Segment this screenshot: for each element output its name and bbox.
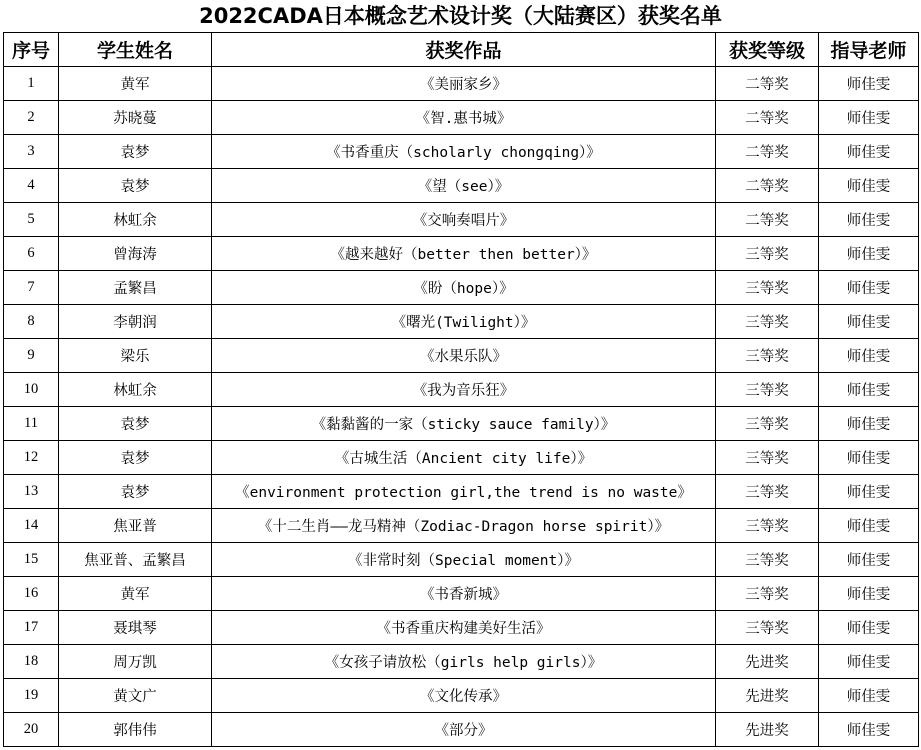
cell-student-name: 聂琪琴 [59, 611, 212, 645]
cell-teacher: 师佳雯 [819, 373, 919, 407]
cell-index: 14 [4, 509, 59, 543]
cell-award-level: 三等奖 [716, 543, 819, 577]
cell-student-name: 焦亚普、孟繁昌 [59, 543, 212, 577]
cell-award-level: 先进奖 [716, 713, 819, 747]
header-award-level: 获奖等级 [716, 33, 819, 67]
cell-award-level: 三等奖 [716, 407, 819, 441]
cell-student-name: 林虹余 [59, 373, 212, 407]
cell-award-work: 《盼（hope）》 [212, 271, 716, 305]
cell-award-work: 《曙光(Twilight）》 [212, 305, 716, 339]
cell-teacher: 师佳雯 [819, 679, 919, 713]
header-index: 序号 [4, 33, 59, 67]
cell-teacher: 师佳雯 [819, 169, 919, 203]
cell-award-level: 先进奖 [716, 645, 819, 679]
cell-teacher: 师佳雯 [819, 135, 919, 169]
cell-award-level: 二等奖 [716, 135, 819, 169]
table-row [4, 645, 919, 679]
cell-teacher: 师佳雯 [819, 203, 919, 237]
cell-index: 5 [4, 203, 59, 237]
cell-index: 11 [4, 407, 59, 441]
table-row [4, 101, 919, 135]
cell-index: 17 [4, 611, 59, 645]
cell-award-level: 先进奖 [716, 679, 819, 713]
cell-award-work: 《部分》 [212, 713, 716, 747]
cell-index: 9 [4, 339, 59, 373]
cell-award-level: 二等奖 [716, 203, 819, 237]
cell-award-work: 《望（see）》 [212, 169, 716, 203]
table-row [4, 611, 919, 645]
cell-teacher: 师佳雯 [819, 509, 919, 543]
cell-award-work: 《书香重庆（scholarly chongqing）》 [212, 135, 716, 169]
cell-award-work: 《environment protection girl,the trend is no waste》 [212, 475, 716, 509]
cell-award-work: 《十二生肖——龙马精神（Zodiac-Dragon horse spirit）》 [212, 509, 716, 543]
header-teacher: 指导老师 [819, 33, 919, 67]
page-title: 2022CADA日本概念艺术设计奖（大陆赛区）获奖名单 [199, 4, 722, 28]
cell-student-name: 袁梦 [59, 475, 212, 509]
cell-teacher: 师佳雯 [819, 237, 919, 271]
cell-index: 15 [4, 543, 59, 577]
cell-student-name: 周万凯 [59, 645, 212, 679]
table-row [4, 203, 919, 237]
cell-student-name: 曾海涛 [59, 237, 212, 271]
table-row [4, 509, 919, 543]
cell-award-level: 三等奖 [716, 441, 819, 475]
cell-award-level: 三等奖 [716, 305, 819, 339]
cell-teacher: 师佳雯 [819, 543, 919, 577]
cell-student-name: 孟繁昌 [59, 271, 212, 305]
cell-teacher: 师佳雯 [819, 645, 919, 679]
cell-teacher: 师佳雯 [819, 101, 919, 135]
cell-student-name: 焦亚普 [59, 509, 212, 543]
cell-teacher: 师佳雯 [819, 339, 919, 373]
cell-teacher: 师佳雯 [819, 577, 919, 611]
cell-student-name: 黄文广 [59, 679, 212, 713]
cell-index: 13 [4, 475, 59, 509]
cell-index: 6 [4, 237, 59, 271]
table-row [4, 543, 919, 577]
cell-teacher: 师佳雯 [819, 441, 919, 475]
cell-student-name: 梁乐 [59, 339, 212, 373]
cell-award-work: 《古城生活（Ancient city life）》 [212, 441, 716, 475]
cell-student-name: 李朝润 [59, 305, 212, 339]
cell-award-work: 《水果乐队》 [212, 339, 716, 373]
cell-teacher: 师佳雯 [819, 475, 919, 509]
cell-award-level: 三等奖 [716, 271, 819, 305]
cell-award-level: 三等奖 [716, 509, 819, 543]
cell-student-name: 郭伟伟 [59, 713, 212, 747]
cell-student-name: 袁梦 [59, 169, 212, 203]
table-row [4, 339, 919, 373]
table-row [4, 475, 919, 509]
cell-student-name: 黄军 [59, 577, 212, 611]
cell-index: 4 [4, 169, 59, 203]
cell-award-level: 三等奖 [716, 237, 819, 271]
cell-index: 18 [4, 645, 59, 679]
cell-student-name: 袁梦 [59, 135, 212, 169]
cell-award-work: 《文化传承》 [212, 679, 716, 713]
cell-teacher: 师佳雯 [819, 611, 919, 645]
awards-table [3, 32, 919, 747]
table-row [4, 373, 919, 407]
cell-teacher: 师佳雯 [819, 407, 919, 441]
cell-award-work: 《我为音乐狂》 [212, 373, 716, 407]
cell-index: 2 [4, 101, 59, 135]
cell-index: 1 [4, 67, 59, 101]
cell-student-name: 苏晓蔓 [59, 101, 212, 135]
header-student-name: 学生姓名 [59, 33, 212, 67]
cell-index: 8 [4, 305, 59, 339]
cell-award-level: 二等奖 [716, 67, 819, 101]
cell-award-work: 《交响奏唱片》 [212, 203, 716, 237]
cell-award-work: 《智.惠书城》 [212, 101, 716, 135]
table-row [4, 237, 919, 271]
table-row [4, 441, 919, 475]
table-row [4, 577, 919, 611]
cell-award-level: 二等奖 [716, 101, 819, 135]
table-row [4, 305, 919, 339]
cell-award-work: 《越来越好（better then better）》 [212, 237, 716, 271]
cell-index: 12 [4, 441, 59, 475]
cell-award-work: 《美丽家乡》 [212, 67, 716, 101]
cell-student-name: 袁梦 [59, 441, 212, 475]
header-award-work: 获奖作品 [212, 33, 716, 67]
cell-teacher: 师佳雯 [819, 713, 919, 747]
cell-award-level: 三等奖 [716, 373, 819, 407]
cell-index: 10 [4, 373, 59, 407]
cell-award-level: 二等奖 [716, 169, 819, 203]
table-row [4, 135, 919, 169]
cell-award-level: 三等奖 [716, 577, 819, 611]
cell-award-level: 三等奖 [716, 339, 819, 373]
cell-index: 7 [4, 271, 59, 305]
cell-index: 16 [4, 577, 59, 611]
table-row [4, 169, 919, 203]
table-row [4, 67, 919, 101]
cell-student-name: 林虹余 [59, 203, 212, 237]
cell-student-name: 黄军 [59, 67, 212, 101]
cell-award-work: 《黏黏酱的一家（sticky sauce family）》 [212, 407, 716, 441]
table-row [4, 271, 919, 305]
cell-award-level: 三等奖 [716, 475, 819, 509]
cell-award-work: 《书香新城》 [212, 577, 716, 611]
cell-teacher: 师佳雯 [819, 67, 919, 101]
cell-award-level: 三等奖 [716, 611, 819, 645]
cell-award-work: 《非常时刻（Special moment）》 [212, 543, 716, 577]
cell-teacher: 师佳雯 [819, 305, 919, 339]
cell-award-work: 《女孩子请放松（girls help girls）》 [212, 645, 716, 679]
table-row [4, 679, 919, 713]
cell-index: 20 [4, 713, 59, 747]
cell-index: 3 [4, 135, 59, 169]
cell-index: 19 [4, 679, 59, 713]
table-row [4, 713, 919, 747]
cell-award-work: 《书香重庆构建美好生活》 [212, 611, 716, 645]
table-row [4, 407, 919, 441]
cell-teacher: 师佳雯 [819, 271, 919, 305]
table-header-row [4, 33, 919, 67]
cell-student-name: 袁梦 [59, 407, 212, 441]
